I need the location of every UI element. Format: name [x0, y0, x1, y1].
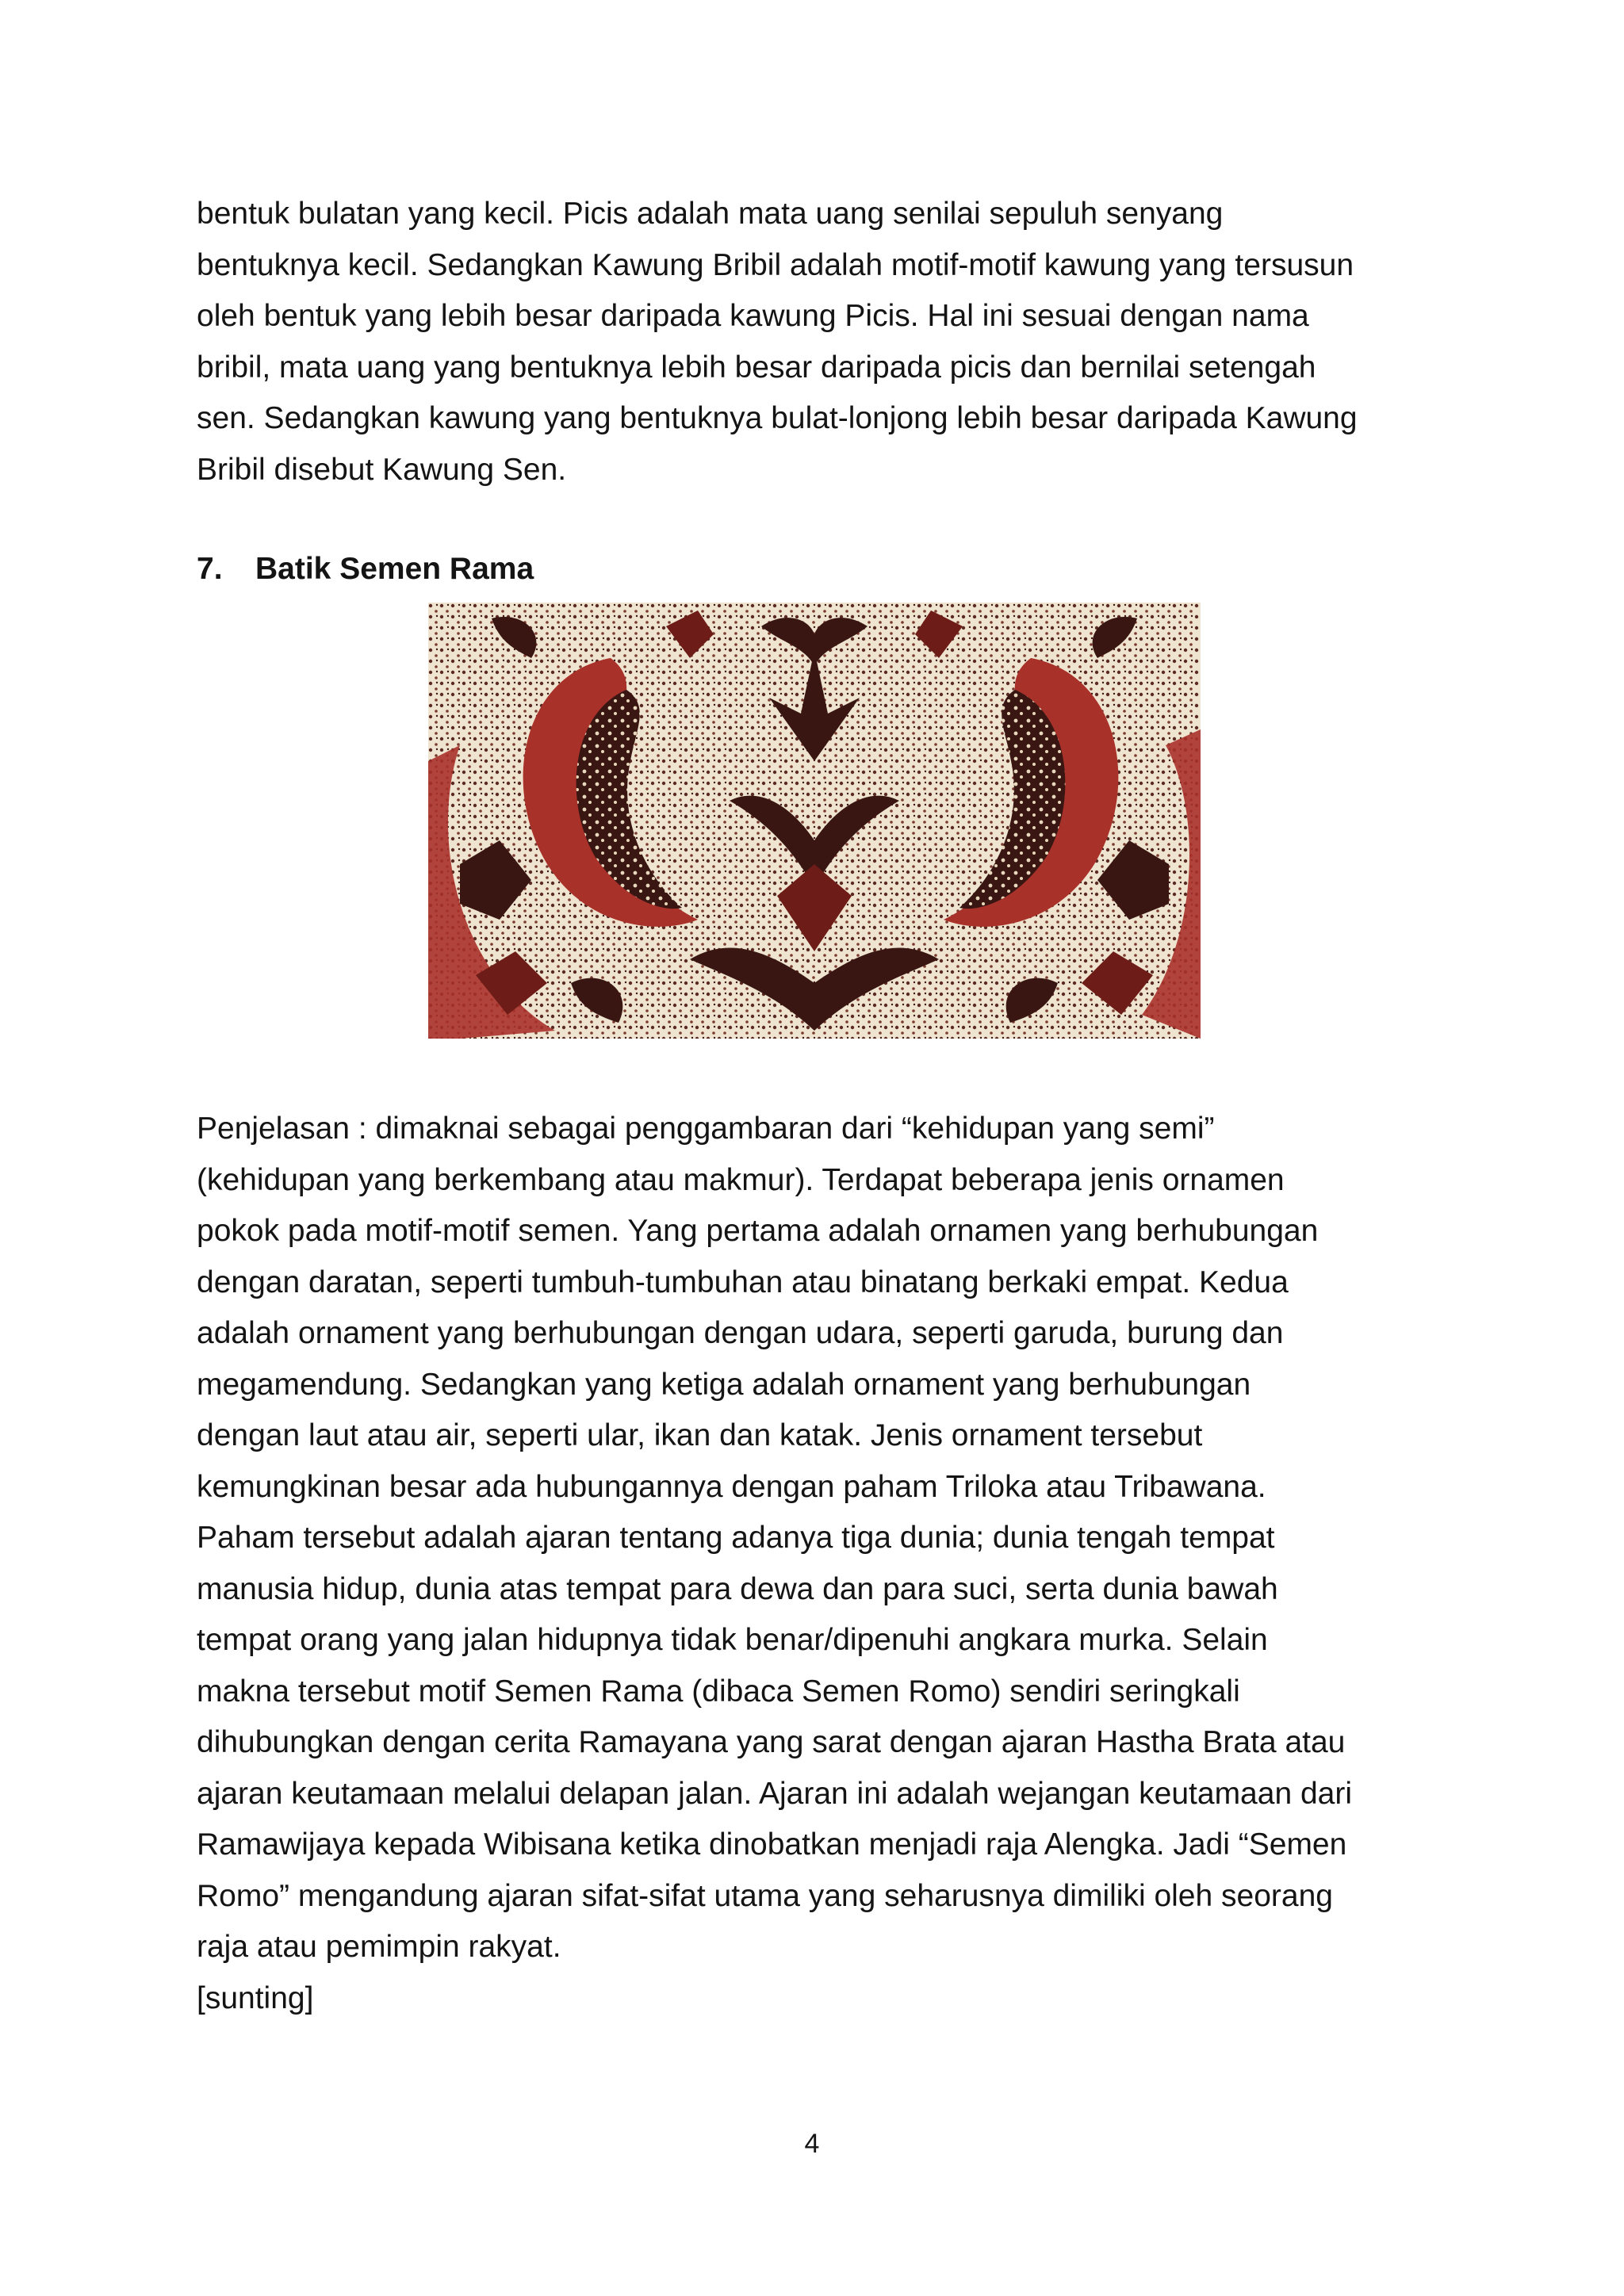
section-number: 7.	[197, 552, 223, 586]
batik-pattern-illustration	[428, 603, 1201, 1039]
paragraph-line: raja atau pemimpin rakyat.	[197, 1930, 561, 1964]
paragraph-line: kemungkinan besar ada hubungannya dengan paham Triloka atau Tribawana.	[197, 1469, 1266, 1504]
paragraph-line: bribil, mata uang yang bentuknya lebih besar daripada picis dan bernilai setengah	[197, 350, 1316, 385]
paragraph-line: dengan laut atau air, seperti ular, ikan dan katak. Jenis ornament tersebut	[197, 1418, 1203, 1452]
paragraph-line: Paham tersebut adalah ajaran tentang adanya tiga dunia; dunia tengah tempat	[197, 1521, 1275, 1555]
edit-link[interactable]: [sunting]	[197, 1980, 314, 2015]
paragraph-line: dihubungkan dengan cerita Ramayana yang sarat dengan ajaran Hastha Brata atau	[197, 1725, 1346, 1759]
paragraph-line: oleh bentuk yang lebih besar daripada kawung Picis. Hal ini sesuai dengan nama	[197, 299, 1309, 333]
paragraph-line: adalah ornament yang berhubungan dengan udara, seperti garuda, burung dan	[197, 1316, 1284, 1350]
paragraph-line: Bribil disebut Kawung Sen.	[197, 452, 567, 487]
paragraph-line: Romo” mengandung ajaran sifat-sifat utama yang seharusnya dimiliki oleh seorang	[197, 1878, 1333, 1913]
section-heading	[197, 545, 534, 593]
explanation-paragraph	[197, 1104, 1434, 2024]
paragraph-line: bentuk bulatan yang kecil. Picis adalah mata uang senilai sepuluh senyang	[197, 197, 1224, 231]
paragraph-line: megamendung. Sedangkan yang ketiga adalah ornament yang berhubungan	[197, 1367, 1251, 1402]
section-title: Batik Semen Rama	[255, 552, 534, 586]
paragraph-line: pokok pada motif-motif semen. Yang pertama adalah ornamen yang berhubungan	[197, 1214, 1319, 1248]
paragraph-line: tempat orang yang jalan hidupnya tidak benar/dipenuhi angkara murka. Selain	[197, 1623, 1268, 1657]
paragraph-line: makna tersebut motif Semen Rama (dibaca Semen Romo) sendiri seringkali	[197, 1674, 1240, 1709]
intro-paragraph	[197, 189, 1434, 496]
paragraph-line: sen. Sedangkan kawung yang bentuknya bulat-lonjong lebih besar daripada Kawung	[197, 401, 1358, 435]
paragraph-line: ajaran keutamaan melalui delapan jalan. Ajaran ini adalah wejangan keutamaan dari	[197, 1776, 1352, 1811]
paragraph-line: bentuknya kecil. Sedangkan Kawung Bribil adalah motif-motif kawung yang tersusun	[197, 247, 1354, 282]
page-number: 4	[804, 2129, 820, 2159]
paragraph-line: (kehidupan yang berkembang atau makmur). Terdapat beberapa jenis ornamen	[197, 1162, 1285, 1197]
paragraph-line: dengan daratan, seperti tumbuh-tumbuhan atau binatang berkaki empat. Kedua	[197, 1265, 1289, 1299]
batik-semen-rama-image	[428, 603, 1201, 1039]
paragraph-line: manusia hidup, dunia atas tempat para dewa dan para suci, serta dunia bawah	[197, 1571, 1278, 1606]
paragraph-line: Ramawijaya kepada Wibisana ketika dinobatkan menjadi raja Alengka. Jadi “Semen	[197, 1827, 1347, 1862]
paragraph-line: Penjelasan : dimaknai sebagai penggambaran dari “kehidupan yang semi”	[197, 1112, 1215, 1146]
